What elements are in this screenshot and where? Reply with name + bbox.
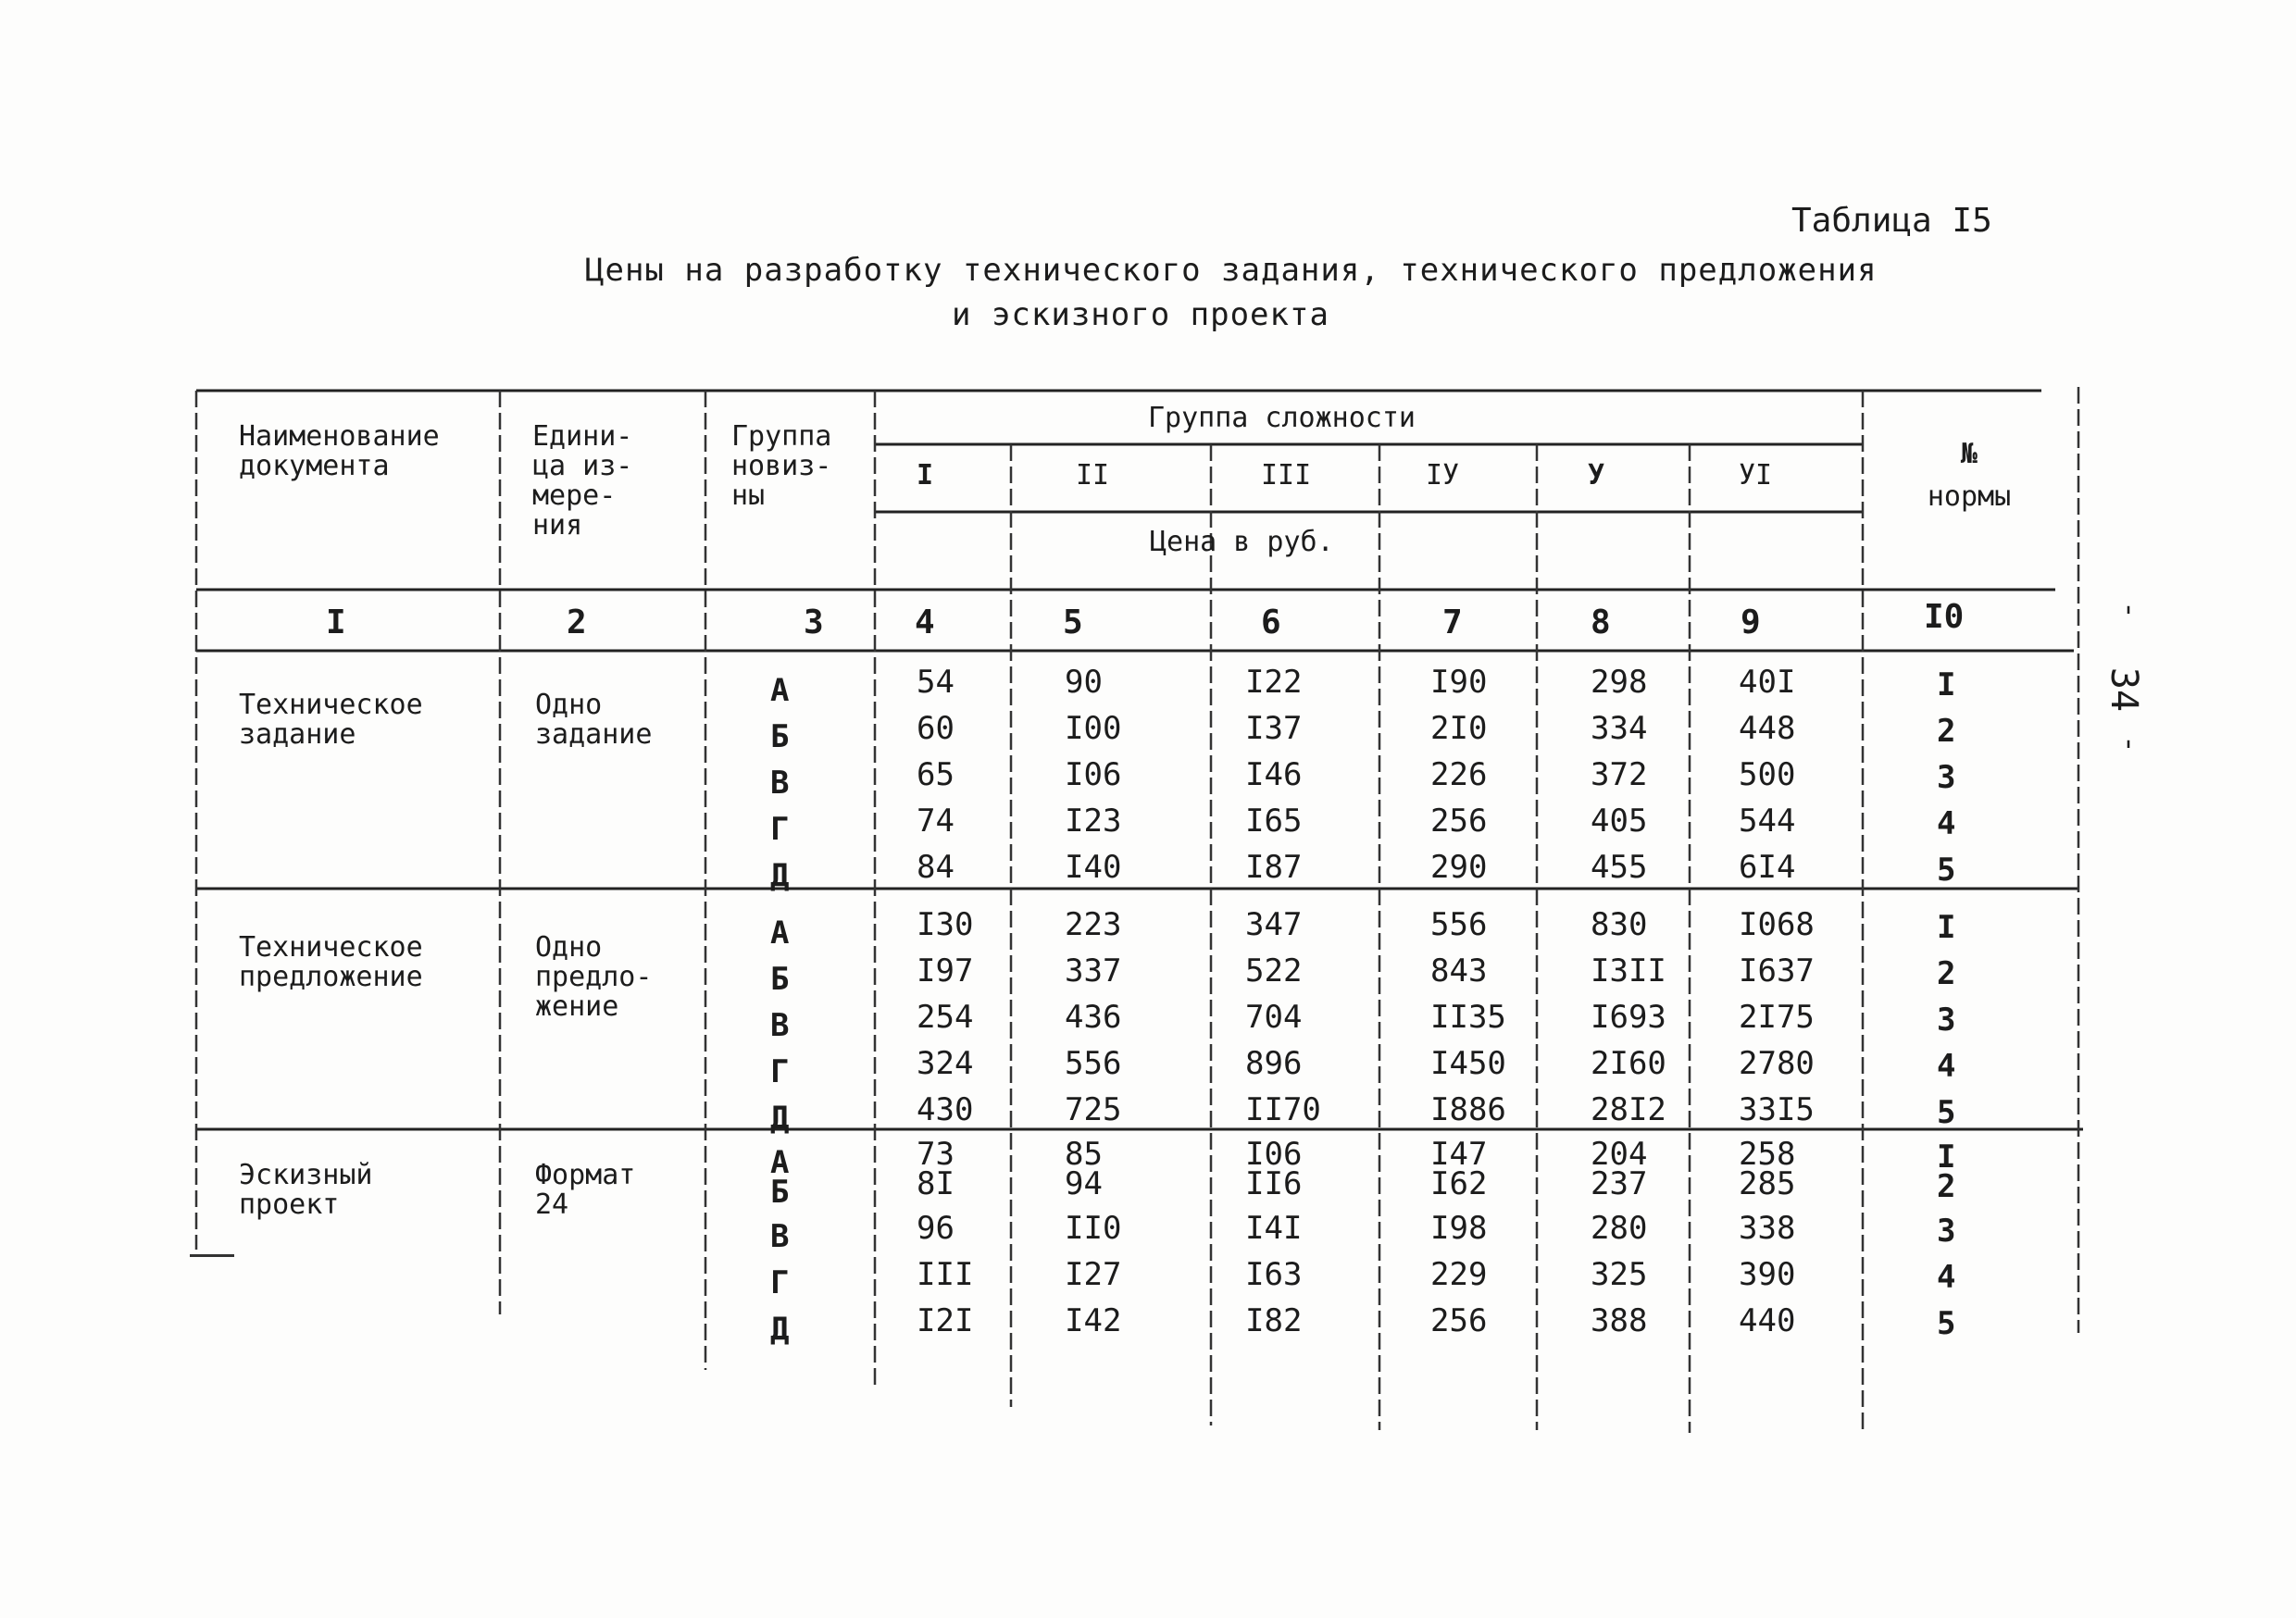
price-cell: II70 [1245,1091,1321,1128]
column-number: 3 [804,604,824,641]
price-cell: I82 [1245,1302,1303,1339]
price-cell: I63 [1245,1256,1303,1293]
price-cell: 2I75 [1739,999,1815,1036]
price-cell: 2I60 [1591,1045,1666,1082]
section-document-name: Эскизный проект [239,1159,373,1221]
margin-mark: ' [2120,736,2138,768]
norm-number: I [1937,909,1956,946]
norm-number: I [1937,666,1956,703]
price-cell: I27 [1065,1256,1122,1293]
column-number: 9 [1741,604,1761,641]
price-cell: 843 [1430,952,1488,989]
norm-number: 4 [1937,805,1956,842]
price-cell: 65 [917,756,955,793]
price-cell: 2I0 [1430,710,1488,747]
price-cell: I4I [1245,1210,1303,1247]
column-number: I0 [1924,598,1965,636]
complexity-group-4: IУ [1426,459,1460,492]
price-cell: 338 [1739,1210,1796,1247]
price-cell: 84 [917,849,955,886]
price-cell: I00 [1065,710,1122,747]
novelty-group: Д [770,1100,790,1137]
novelty-group: А [770,1144,790,1181]
section-unit: Одно задание [535,689,653,751]
price-cell: I06 [1245,1136,1303,1173]
price-cell: II0 [1065,1210,1122,1247]
section-document-name: Техническое задание [239,689,423,751]
price-cell: I42 [1065,1302,1122,1339]
price-cell: 522 [1245,952,1303,989]
norm-number: 3 [1937,1002,1956,1039]
novelty-group: Д [770,1311,790,1348]
price-cell: 334 [1591,710,1648,747]
price-cell: 254 [917,999,974,1036]
price-cell: 2780 [1739,1045,1815,1082]
novelty-group: А [770,915,790,952]
price-cell: 258 [1739,1136,1796,1173]
novelty-group: Г [770,811,790,848]
price-cell: 337 [1065,952,1122,989]
column-number: 4 [915,604,935,641]
price-cell: 324 [917,1045,974,1082]
complexity-group-6: УI [1739,459,1773,492]
price-cell: 280 [1591,1210,1648,1247]
norm-number: 2 [1937,1168,1956,1205]
price-cell: 28I2 [1591,1091,1666,1128]
column-number: 5 [1063,604,1083,641]
price-cell: 74 [917,803,955,840]
price-cell: 298 [1591,664,1648,701]
novelty-group: В [770,1218,790,1255]
price-cell: I46 [1245,756,1303,793]
price-cell: III [917,1256,974,1293]
price-cell: I450 [1430,1045,1506,1082]
novelty-group: Б [770,718,790,755]
price-cell: 440 [1739,1302,1796,1339]
price-cell: 237 [1591,1165,1648,1202]
price-cell: 725 [1065,1091,1122,1128]
price-cell: I47 [1430,1136,1488,1173]
novelty-group: Д [770,857,790,894]
header-norm: № нормы [1927,438,2012,513]
norm-number: 3 [1937,1213,1956,1250]
price-cell: 94 [1065,1165,1103,1202]
novelty-group: В [770,765,790,802]
section-unit: Формат 24 [535,1159,636,1221]
header-unit: Едини- ца из- мере- ния [532,420,633,541]
page-number: 34 [2103,666,2146,713]
norm-number: I [1937,1139,1956,1176]
price-cell: 85 [1065,1136,1103,1173]
norm-number: 5 [1937,1094,1956,1131]
price-cell: 704 [1245,999,1303,1036]
table-title-line-1: Цены на разработку технического задания, технического предложения [585,252,1878,289]
complexity-group-1: I [917,459,934,492]
norm-number: 2 [1937,713,1956,750]
price-cell: 372 [1591,756,1648,793]
column-number: I [326,604,346,641]
price-cell: 405 [1591,803,1648,840]
margin-mark: ' [2120,602,2138,634]
price-cell: 256 [1430,803,1488,840]
price-cell: 90 [1065,664,1103,701]
norm-number: 4 [1937,1259,1956,1296]
novelty-group: А [770,672,790,709]
price-cell: I97 [917,952,974,989]
section-unit: Одно предло- жение [535,931,653,1023]
price-cell: 347 [1245,906,1303,943]
price-cell: 40I [1739,664,1796,701]
price-cell: 223 [1065,906,1122,943]
price-cell: 54 [917,664,955,701]
price-cell: 556 [1065,1045,1122,1082]
price-cell: I3II [1591,952,1666,989]
price-cell: I98 [1430,1210,1488,1247]
price-cell: 96 [917,1210,955,1247]
price-cell: 290 [1430,849,1488,886]
norm-number: 2 [1937,955,1956,992]
price-cell: 436 [1065,999,1122,1036]
header-doc-name: Наименование документа [239,420,440,482]
price-cell: 229 [1430,1256,1488,1293]
price-cell: I30 [917,906,974,943]
column-number: 8 [1591,604,1611,641]
price-cell: I2I [917,1302,974,1339]
price-cell: 6I4 [1739,849,1796,886]
column-number: 6 [1261,604,1281,641]
novelty-group: Г [770,1053,790,1090]
price-cell: 60 [917,710,955,747]
price-cell: I40 [1065,849,1122,886]
price-cell: 830 [1591,906,1648,943]
header-novelty: Группа новиз- ны [731,420,832,512]
price-cell: 556 [1430,906,1488,943]
price-cell: I90 [1430,664,1488,701]
price-cell: 256 [1430,1302,1488,1339]
price-cell: I693 [1591,999,1666,1036]
price-cell: 33I5 [1739,1091,1815,1128]
novelty-group: Б [770,1174,790,1211]
column-number: 7 [1442,604,1463,641]
header-complexity: Группа сложности [1148,402,1416,434]
price-cell: II35 [1430,999,1506,1036]
price-cell: 896 [1245,1045,1303,1082]
novelty-group: Б [770,961,790,998]
price-cell: 204 [1591,1136,1648,1173]
price-cell: I62 [1430,1165,1488,1202]
price-cell: 500 [1739,756,1796,793]
table-title-line-2: и эскизного проекта [952,296,1329,333]
price-cell: I637 [1739,952,1815,989]
price-cell: 73 [917,1136,955,1173]
norm-number: 5 [1937,1305,1956,1342]
price-cell: 8I [917,1165,955,1202]
price-cell: II6 [1245,1165,1303,1202]
price-cell: I886 [1430,1091,1506,1128]
price-cell: I37 [1245,710,1303,747]
price-cell: 448 [1739,710,1796,747]
price-cell: 388 [1591,1302,1648,1339]
norm-number: 4 [1937,1048,1956,1085]
price-cell: 544 [1739,803,1796,840]
price-cell: 325 [1591,1256,1648,1293]
price-cell: 430 [917,1091,974,1128]
price-cell: I068 [1739,906,1815,943]
complexity-group-3: III [1261,459,1312,492]
norm-number: 3 [1937,759,1956,796]
complexity-group-5: У [1588,459,1605,492]
norm-number: 5 [1937,852,1956,889]
price-cell: I65 [1245,803,1303,840]
section-document-name: Техническое предложение [239,931,423,993]
column-number: 2 [567,604,587,641]
price-cell: 455 [1591,849,1648,886]
complexity-group-2: II [1076,459,1110,492]
price-cell: 390 [1739,1256,1796,1293]
price-cell: I23 [1065,803,1122,840]
price-cell: I22 [1245,664,1303,701]
price-cell: I06 [1065,756,1122,793]
price-cell: 226 [1430,756,1488,793]
novelty-group: В [770,1007,790,1044]
price-cell: 285 [1739,1165,1796,1202]
table-label: Таблица I5 [1791,202,1992,240]
header-price: Цена в руб. [1150,526,1334,558]
price-cell: I87 [1245,849,1303,886]
novelty-group: Г [770,1264,790,1301]
